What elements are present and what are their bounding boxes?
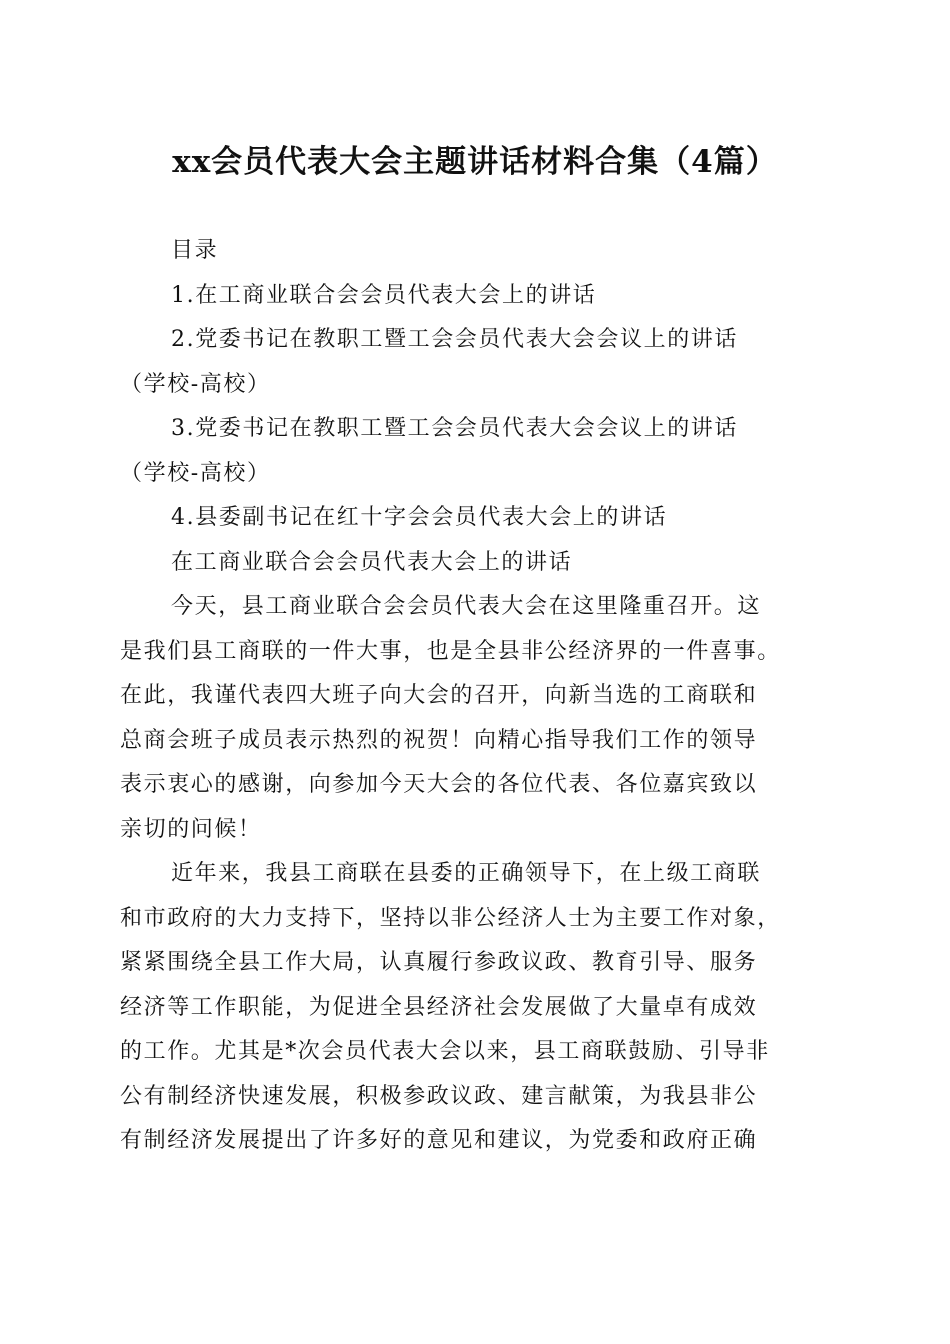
toc-item-3: 3.党委书记在教职工暨工会会员代表大会会议上的讲话 <box>171 416 738 441</box>
paragraph-2 <box>120 852 830 1164</box>
toc-item-2: 2.党委书记在教职工暨工会会员代表大会会议上的讲话 <box>171 327 738 352</box>
document-body <box>120 229 830 1164</box>
paragraph-1-line: 总商会班子成员表示热烈的祝贺！向精心指导我们工作的领导 <box>120 727 758 753</box>
paragraph-1-line: 表示衷心的感谢，向参加今天大会的各位代表、各位嘉宾致以 <box>120 772 758 797</box>
paragraph-1-line: 亲切的问候！ <box>120 816 262 842</box>
document-title: xx会员代表大会主题讲话材料合集（4篇） <box>172 144 778 180</box>
paragraph-2-line: 和市政府的大力支持下，坚持以非公经济人士为主要工作对象， <box>120 905 781 931</box>
toc-item-2-continuation: （学校-高校） <box>120 371 271 397</box>
toc-item-3-continuation: （学校-高校） <box>120 460 271 486</box>
paragraph-2-line: 紧紧围绕全县工作大局，认真履行参政议政、教育引导、服务 <box>120 950 758 975</box>
toc-item-4: 4.县委副书记在红十字会会员代表大会上的讲话 <box>171 505 668 530</box>
paragraph-2-line: 经济等工作职能，为促进全县经济社会发展做了大量卓有成效 <box>120 994 758 1020</box>
section-title: 在工商业联合会会员代表大会上的讲话 <box>171 549 573 575</box>
paragraph-2-line: 近年来，我县工商联在县委的正确领导下，在上级工商联 <box>171 861 762 886</box>
toc-heading: 目录 <box>171 238 219 263</box>
toc-item-1: 1.在工商业联合会会员代表大会上的讲话 <box>171 282 597 308</box>
paragraph-1-line: 在此，我谨代表四大班子向大会的召开，向新当选的工商联和 <box>120 683 758 708</box>
paragraph-1 <box>120 585 830 852</box>
paragraph-2-line: 的工作。尤其是*次会员代表大会以来，县工商联鼓励、引导非 <box>120 1039 770 1064</box>
paragraph-1-line: 今天，县工商业联合会会员代表大会在这里隆重召开。这 <box>171 594 762 619</box>
paragraph-2-line: 有制经济发展提出了许多好的意见和建议，为党委和政府正确 <box>120 1128 758 1153</box>
paragraph-2-line: 公有制经济快速发展，积极参政议政、建言献策，为我县非公 <box>120 1083 758 1109</box>
paragraph-1-line: 是我们县工商联的一件大事，也是全县非公经济界的一件喜事。 <box>120 638 781 664</box>
